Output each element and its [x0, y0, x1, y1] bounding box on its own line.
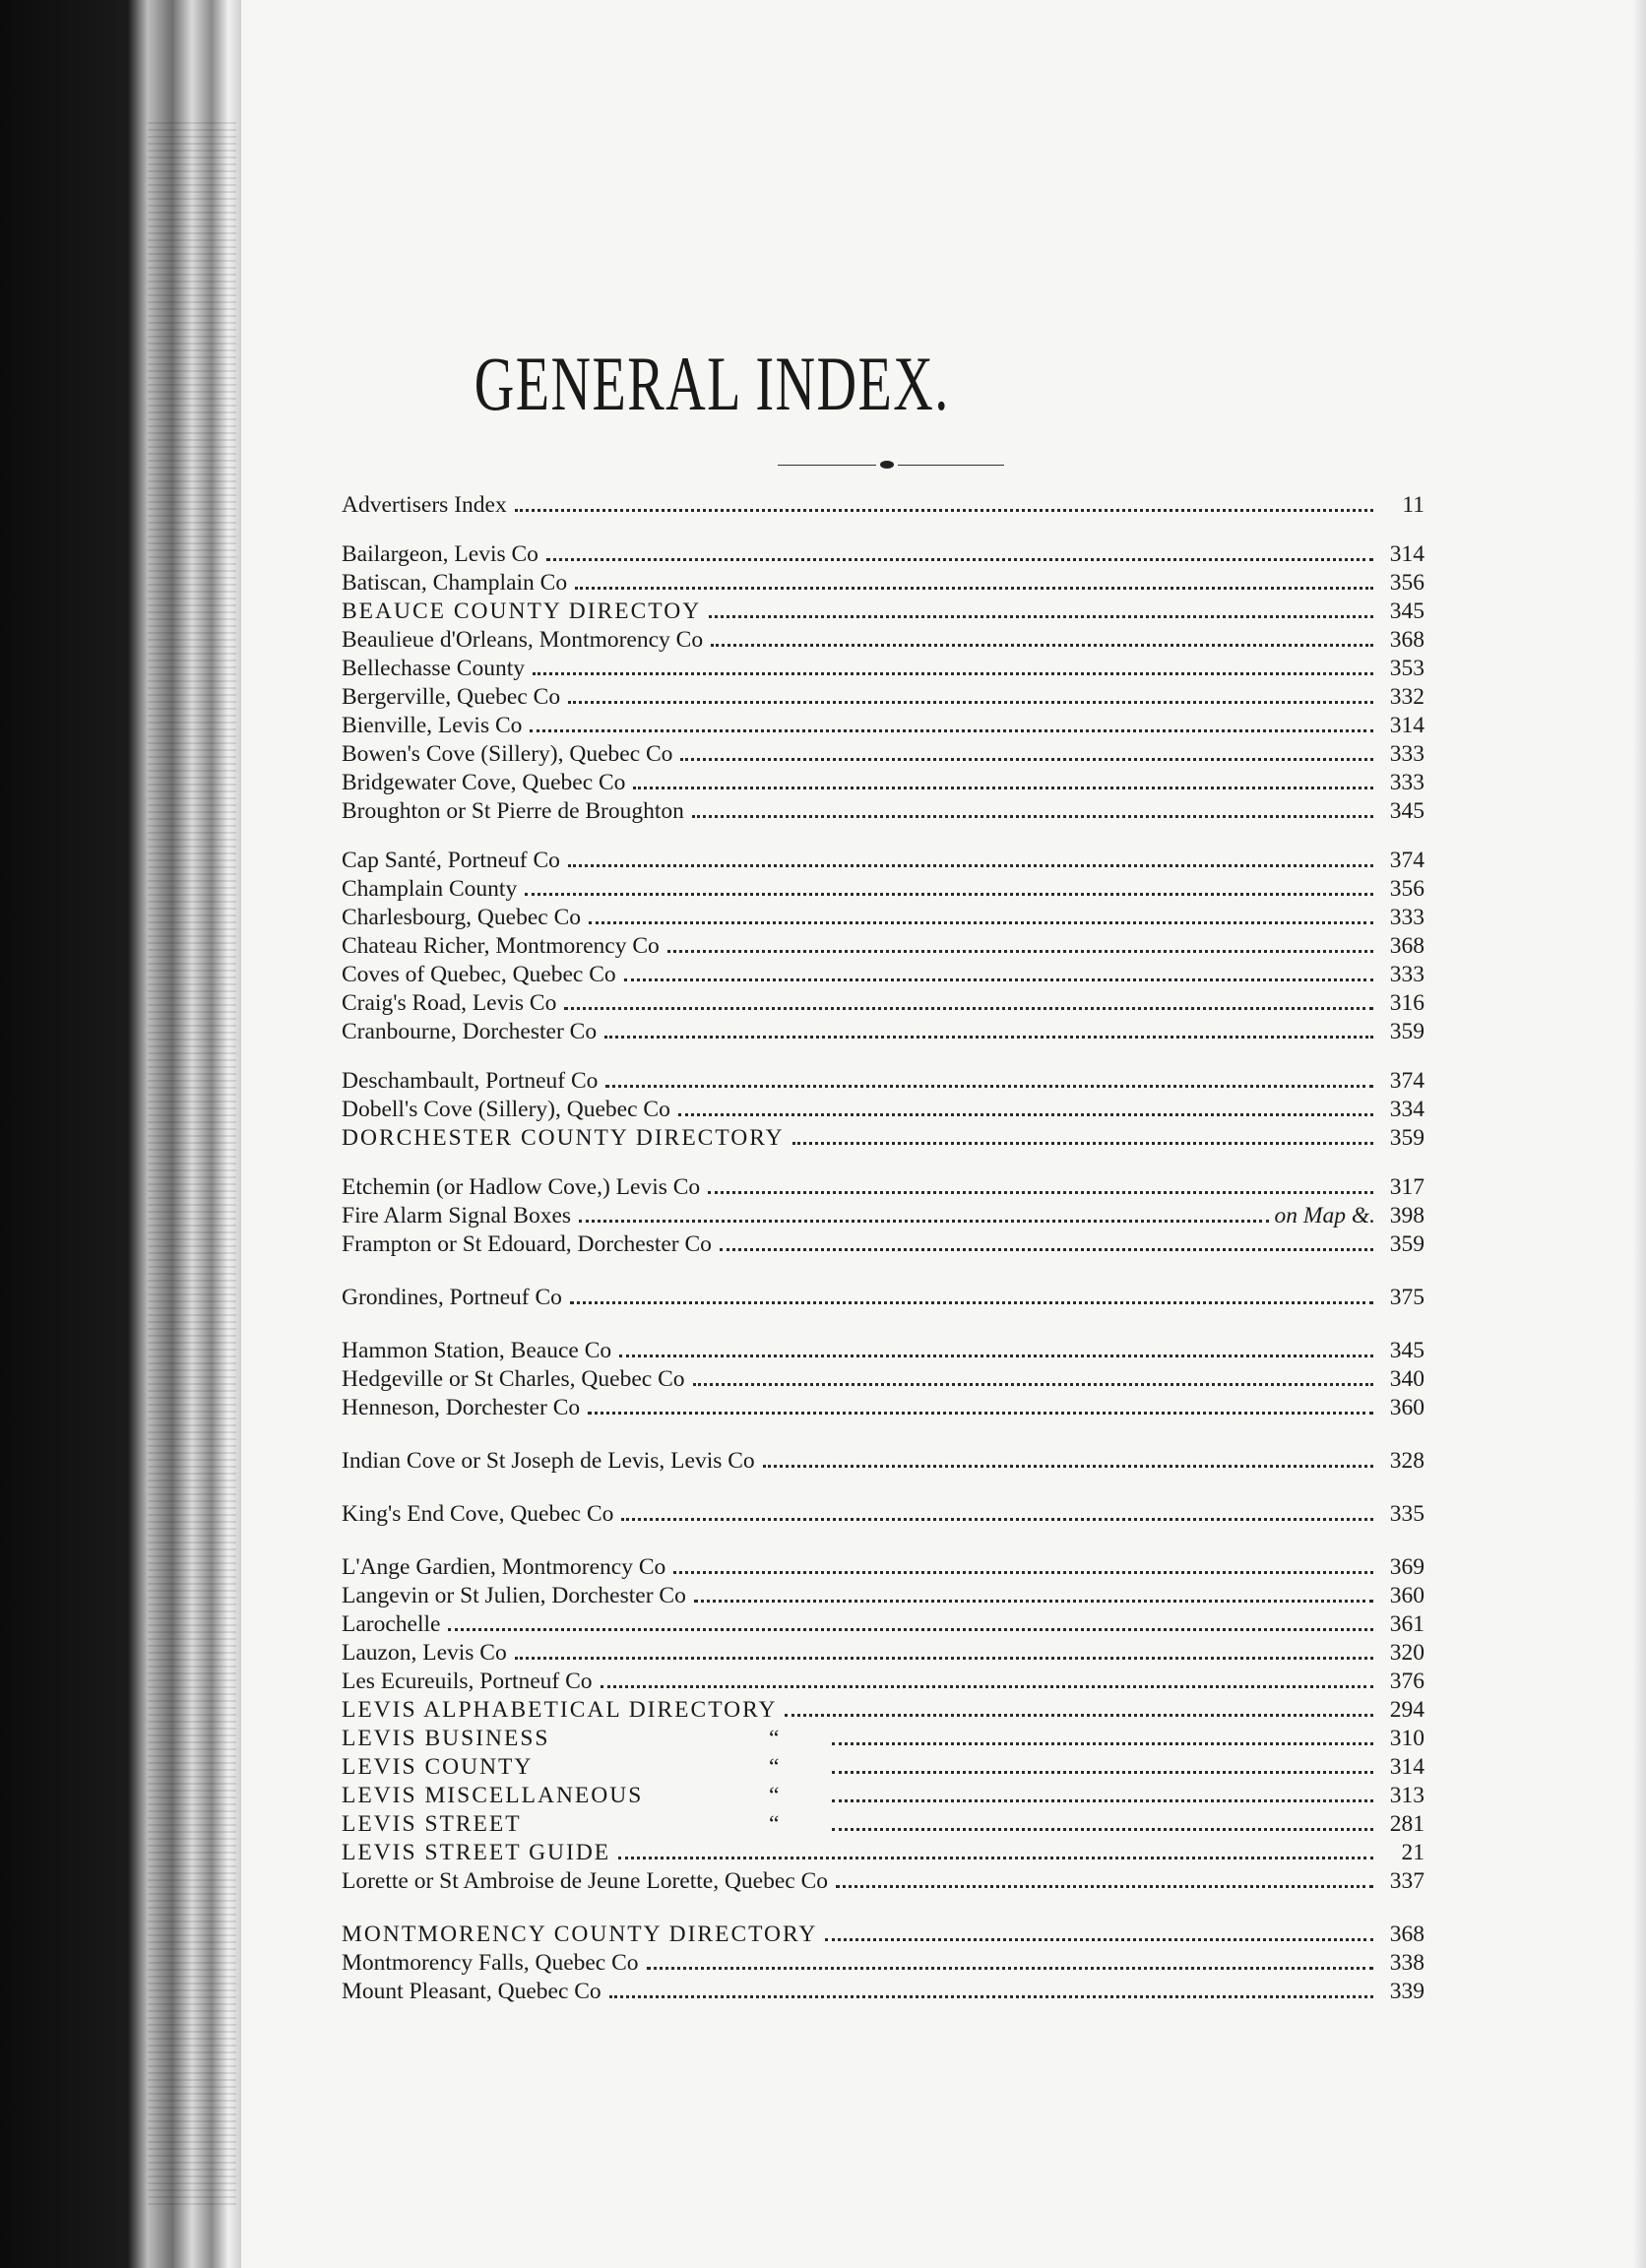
entry-name: Champlain County: [342, 876, 518, 902]
entry-name: Etchemin (or Hadlow Cove,) Levis Co: [342, 1174, 701, 1200]
entry-name: King's End Cove, Quebec Co: [342, 1501, 614, 1527]
ornament-diamond: [880, 461, 894, 469]
ornament-rule-left: [778, 465, 876, 466]
dot-leader: [680, 758, 1373, 761]
entry-page-number: 338: [1389, 1950, 1424, 1976]
entry-page-number: 332: [1389, 684, 1424, 710]
entry-page-number: 359: [1389, 1125, 1424, 1151]
index-entry: [342, 598, 1424, 627]
dot-leader: [568, 701, 1373, 704]
entry-name: Fire Alarm Signal Boxes: [342, 1203, 572, 1228]
entry-name: L'Ange Gardien, Montmorency Co: [342, 1554, 666, 1580]
entry-name: Bellechasse County: [342, 656, 526, 681]
dot-leader: [694, 1600, 1373, 1603]
entry-name: Batiscan, Champlain Co: [342, 570, 568, 596]
entry-page-number: 361: [1389, 1611, 1424, 1637]
page-title: GENERAL INDEX.: [474, 341, 950, 426]
index-entry: [342, 770, 1424, 798]
entry-page-number: 374: [1389, 1068, 1424, 1094]
entry-page-number: 356: [1389, 570, 1424, 596]
dot-leader: [832, 1742, 1373, 1745]
dot-leader: [832, 1799, 1373, 1802]
entry-page-number: 368: [1389, 933, 1424, 959]
entry-page-number: 310: [1389, 1726, 1424, 1751]
index-entry: [342, 1922, 1424, 1950]
index-entry: [342, 1366, 1424, 1395]
entry-page-number: 21: [1401, 1840, 1424, 1865]
index-entry: [342, 876, 1424, 905]
dot-leader: [792, 1142, 1373, 1145]
entry-name: Craig's Road, Levis Co: [342, 990, 557, 1016]
index-entry: [342, 1395, 1424, 1423]
entry-page-number: 375: [1389, 1285, 1424, 1310]
entry-page-number: 320: [1389, 1640, 1424, 1666]
entry-name: Bienville, Levis Co: [342, 713, 523, 738]
entry-page-number: 359: [1389, 1231, 1424, 1257]
dot-leader: [546, 558, 1373, 561]
index-entry: [342, 1174, 1424, 1203]
entry-name: LEVIS ALPHABETICAL DIRECTORY: [342, 1697, 778, 1723]
index-entry: [342, 1448, 1424, 1477]
dot-leader: [515, 509, 1373, 512]
index-entry: [342, 848, 1424, 876]
index-entry: [342, 1231, 1424, 1260]
index-entry: [342, 656, 1424, 684]
dot-leader: [832, 1771, 1373, 1774]
dot-leader: [525, 893, 1373, 896]
entry-page-number: 317: [1389, 1174, 1424, 1200]
entry-page-number: 334: [1389, 1097, 1424, 1122]
entry-page-number: 374: [1389, 848, 1424, 873]
entry-page-number: 313: [1389, 1783, 1424, 1808]
dot-leader: [711, 644, 1373, 647]
entry-page-number: 281: [1389, 1811, 1424, 1837]
general-index-list: [342, 492, 1424, 2007]
entry-name: Beaulieue d'Orleans, Montmorency Co: [342, 627, 704, 653]
entry-name: LEVIS STREET GUIDE: [342, 1840, 611, 1865]
index-entry: [342, 1203, 1424, 1231]
entry-name: DORCHESTER COUNTY DIRECTORY: [342, 1125, 785, 1151]
dot-leader: [515, 1657, 1373, 1660]
index-entry: [342, 990, 1424, 1019]
entry-name: Mount Pleasant, Quebec Co: [342, 1979, 601, 2004]
entry-page-number: 314: [1389, 1754, 1424, 1780]
entry-page-number: 360: [1389, 1395, 1424, 1420]
index-entry: [342, 905, 1424, 933]
entry-name: Lauzon, Levis Co: [342, 1640, 507, 1666]
dot-leader: [763, 1465, 1373, 1468]
entry-name: Henneson, Dorchester Co: [342, 1395, 581, 1420]
index-entry: [342, 1950, 1424, 1979]
dot-leader: [579, 1220, 1268, 1223]
entry-name: BEAUCE COUNTY DIRECTOY: [342, 598, 702, 624]
entry-name: Charlesbourg, Quebec Co: [342, 905, 581, 930]
dot-leader: [604, 1036, 1373, 1039]
entry-name: Grondines, Portneuf Co: [342, 1285, 562, 1310]
index-entry: [342, 1868, 1424, 1897]
index-entry: [342, 1125, 1424, 1154]
dot-leader: [570, 1301, 1373, 1304]
entry-page-number: 333: [1389, 905, 1424, 930]
index-entry: [342, 1726, 1424, 1754]
index-entry: [342, 741, 1424, 770]
entry-name: Hedgeville or St Charles, Quebec Co: [342, 1366, 685, 1392]
index-entry: [342, 570, 1424, 598]
entry-name: Larochelle: [342, 1611, 441, 1637]
entry-page-number: 359: [1389, 1019, 1424, 1044]
index-entry: [342, 933, 1424, 962]
entry-name: Coves of Quebec, Quebec Co: [342, 962, 616, 987]
entry-name: Broughton or St Pierre de Broughton: [342, 798, 684, 824]
entry-name: Cranbourne, Dorchester Co: [342, 1019, 598, 1044]
entry-page-number: 328: [1389, 1448, 1424, 1474]
entry-page-number: 340: [1389, 1366, 1424, 1392]
entry-name: LEVIS COUNTY: [342, 1754, 534, 1780]
entry-name: Advertisers Index: [342, 492, 507, 518]
dot-leader: [624, 978, 1373, 981]
entry-page-number: 337: [1389, 1868, 1424, 1894]
entry-name: LEVIS STREET: [342, 1811, 522, 1837]
page-edge-shadow: [1632, 0, 1646, 2268]
entry-note: on Map &.: [1274, 1203, 1375, 1228]
entry-page-number: 333: [1389, 741, 1424, 767]
title-ornament: [778, 460, 1004, 472]
dot-leader: [693, 1383, 1374, 1386]
dot-leader: [667, 950, 1373, 953]
index-entry: [342, 1285, 1424, 1313]
entry-name: Lorette or St Ambroise de Jeune Lorette, Quebec Co: [342, 1868, 829, 1894]
dot-leader: [720, 1248, 1373, 1251]
ditto-mark: “: [769, 1726, 780, 1751]
index-entry: [342, 1640, 1424, 1669]
index-entry: [342, 1840, 1424, 1868]
entry-name: Cap Santé, Portneuf Co: [342, 848, 560, 873]
entry-page-number: 339: [1389, 1979, 1424, 2004]
entry-page-number: 345: [1389, 598, 1424, 624]
entry-name: LEVIS MISCELLANEOUS: [342, 1783, 644, 1808]
dot-leader: [678, 1113, 1373, 1116]
ditto-mark: “: [769, 1754, 780, 1780]
entry-page-number: 368: [1389, 1922, 1424, 1947]
dot-leader: [568, 864, 1373, 867]
index-entry: [342, 1338, 1424, 1366]
dot-leader: [575, 587, 1373, 590]
dot-leader: [836, 1885, 1373, 1888]
entry-page-number: 356: [1389, 876, 1424, 902]
entry-name: MONTMORENCY COUNTY DIRECTORY: [342, 1922, 818, 1947]
index-entry: [342, 684, 1424, 713]
entry-name: Bergerville, Quebec Co: [342, 684, 561, 710]
dot-leader: [692, 815, 1373, 818]
spine-binding-texture: [148, 118, 236, 2205]
index-entry: [342, 1669, 1424, 1697]
index-entry: [342, 1611, 1424, 1640]
entry-name: Bridgewater Cove, Quebec Co: [342, 770, 626, 795]
dot-leader: [533, 672, 1373, 675]
entry-name: Dobell's Cove (Sillery), Quebec Co: [342, 1097, 670, 1122]
dot-leader: [619, 1354, 1373, 1357]
index-entry: [342, 1783, 1424, 1811]
dot-leader: [448, 1628, 1373, 1631]
entry-page-number: 294: [1389, 1697, 1424, 1723]
index-entry: [342, 1979, 1424, 2007]
entry-page-number: 376: [1389, 1669, 1424, 1694]
index-entry: [342, 1554, 1424, 1583]
entry-page-number: 314: [1389, 541, 1424, 567]
entry-page-number: 316: [1389, 990, 1424, 1016]
index-entry: [342, 1019, 1424, 1047]
entry-page-number: 353: [1389, 656, 1424, 681]
entry-page-number: 360: [1389, 1583, 1424, 1608]
ditto-mark: “: [769, 1811, 780, 1837]
entry-name: Hammon Station, Beauce Co: [342, 1338, 612, 1363]
entry-page-number: 333: [1389, 962, 1424, 987]
entry-name: Indian Cove or St Joseph de Levis, Levis Co: [342, 1448, 755, 1474]
dot-leader: [709, 615, 1373, 618]
dot-leader: [605, 1085, 1373, 1088]
dot-leader: [609, 1995, 1373, 1998]
index-entry: [342, 1754, 1424, 1783]
entry-page-number: 333: [1389, 770, 1424, 795]
dot-leader: [832, 1828, 1373, 1831]
ornament-rule-right: [898, 465, 1004, 466]
index-entry: [342, 1697, 1424, 1726]
entry-page-number: 345: [1389, 1338, 1424, 1363]
entry-name: Bailargeon, Levis Co: [342, 541, 538, 567]
dot-leader: [564, 1007, 1373, 1010]
dot-leader: [785, 1714, 1373, 1717]
entry-page-number: 398: [1389, 1203, 1424, 1228]
dot-leader: [673, 1571, 1373, 1574]
index-entry: [342, 1501, 1424, 1530]
index-entry: [342, 1583, 1424, 1611]
index-entry: [342, 541, 1424, 570]
entry-name: Deschambault, Portneuf Co: [342, 1068, 599, 1094]
entry-name: Les Ecureuils, Portneuf Co: [342, 1669, 593, 1694]
entry-page-number: 335: [1389, 1501, 1424, 1527]
entry-page-number: 314: [1389, 713, 1424, 738]
entry-name: Montmorency Falls, Quebec Co: [342, 1950, 639, 1976]
dot-leader: [633, 787, 1373, 789]
dot-leader: [588, 1412, 1373, 1415]
index-entry: [342, 713, 1424, 741]
dot-leader: [589, 921, 1373, 924]
index-entry: [342, 1097, 1424, 1125]
dot-leader: [708, 1191, 1373, 1194]
dot-leader: [530, 729, 1373, 732]
index-entry: [342, 492, 1424, 521]
entry-page-number: 345: [1389, 798, 1424, 824]
dot-leader: [647, 1967, 1373, 1970]
entry-page-number: 368: [1389, 627, 1424, 653]
index-entry: [342, 1811, 1424, 1840]
entry-name: Langevin or St Julien, Dorchester Co: [342, 1583, 686, 1608]
entry-name: LEVIS BUSINESS: [342, 1726, 550, 1751]
index-entry: [342, 962, 1424, 990]
index-entry: [342, 798, 1424, 827]
entry-page-number: 11: [1402, 492, 1424, 518]
dot-leader: [601, 1685, 1373, 1688]
index-entry: [342, 1068, 1424, 1097]
dot-leader: [618, 1857, 1373, 1859]
dot-leader: [621, 1518, 1373, 1521]
entry-name: Frampton or St Edouard, Dorchester Co: [342, 1231, 712, 1257]
ditto-mark: “: [769, 1783, 780, 1808]
index-entry: [342, 627, 1424, 656]
entry-page-number: 369: [1389, 1554, 1424, 1580]
dot-leader: [825, 1938, 1373, 1941]
entry-name: Chateau Richer, Montmorency Co: [342, 933, 660, 959]
entry-name: Bowen's Cove (Sillery), Quebec Co: [342, 741, 673, 767]
